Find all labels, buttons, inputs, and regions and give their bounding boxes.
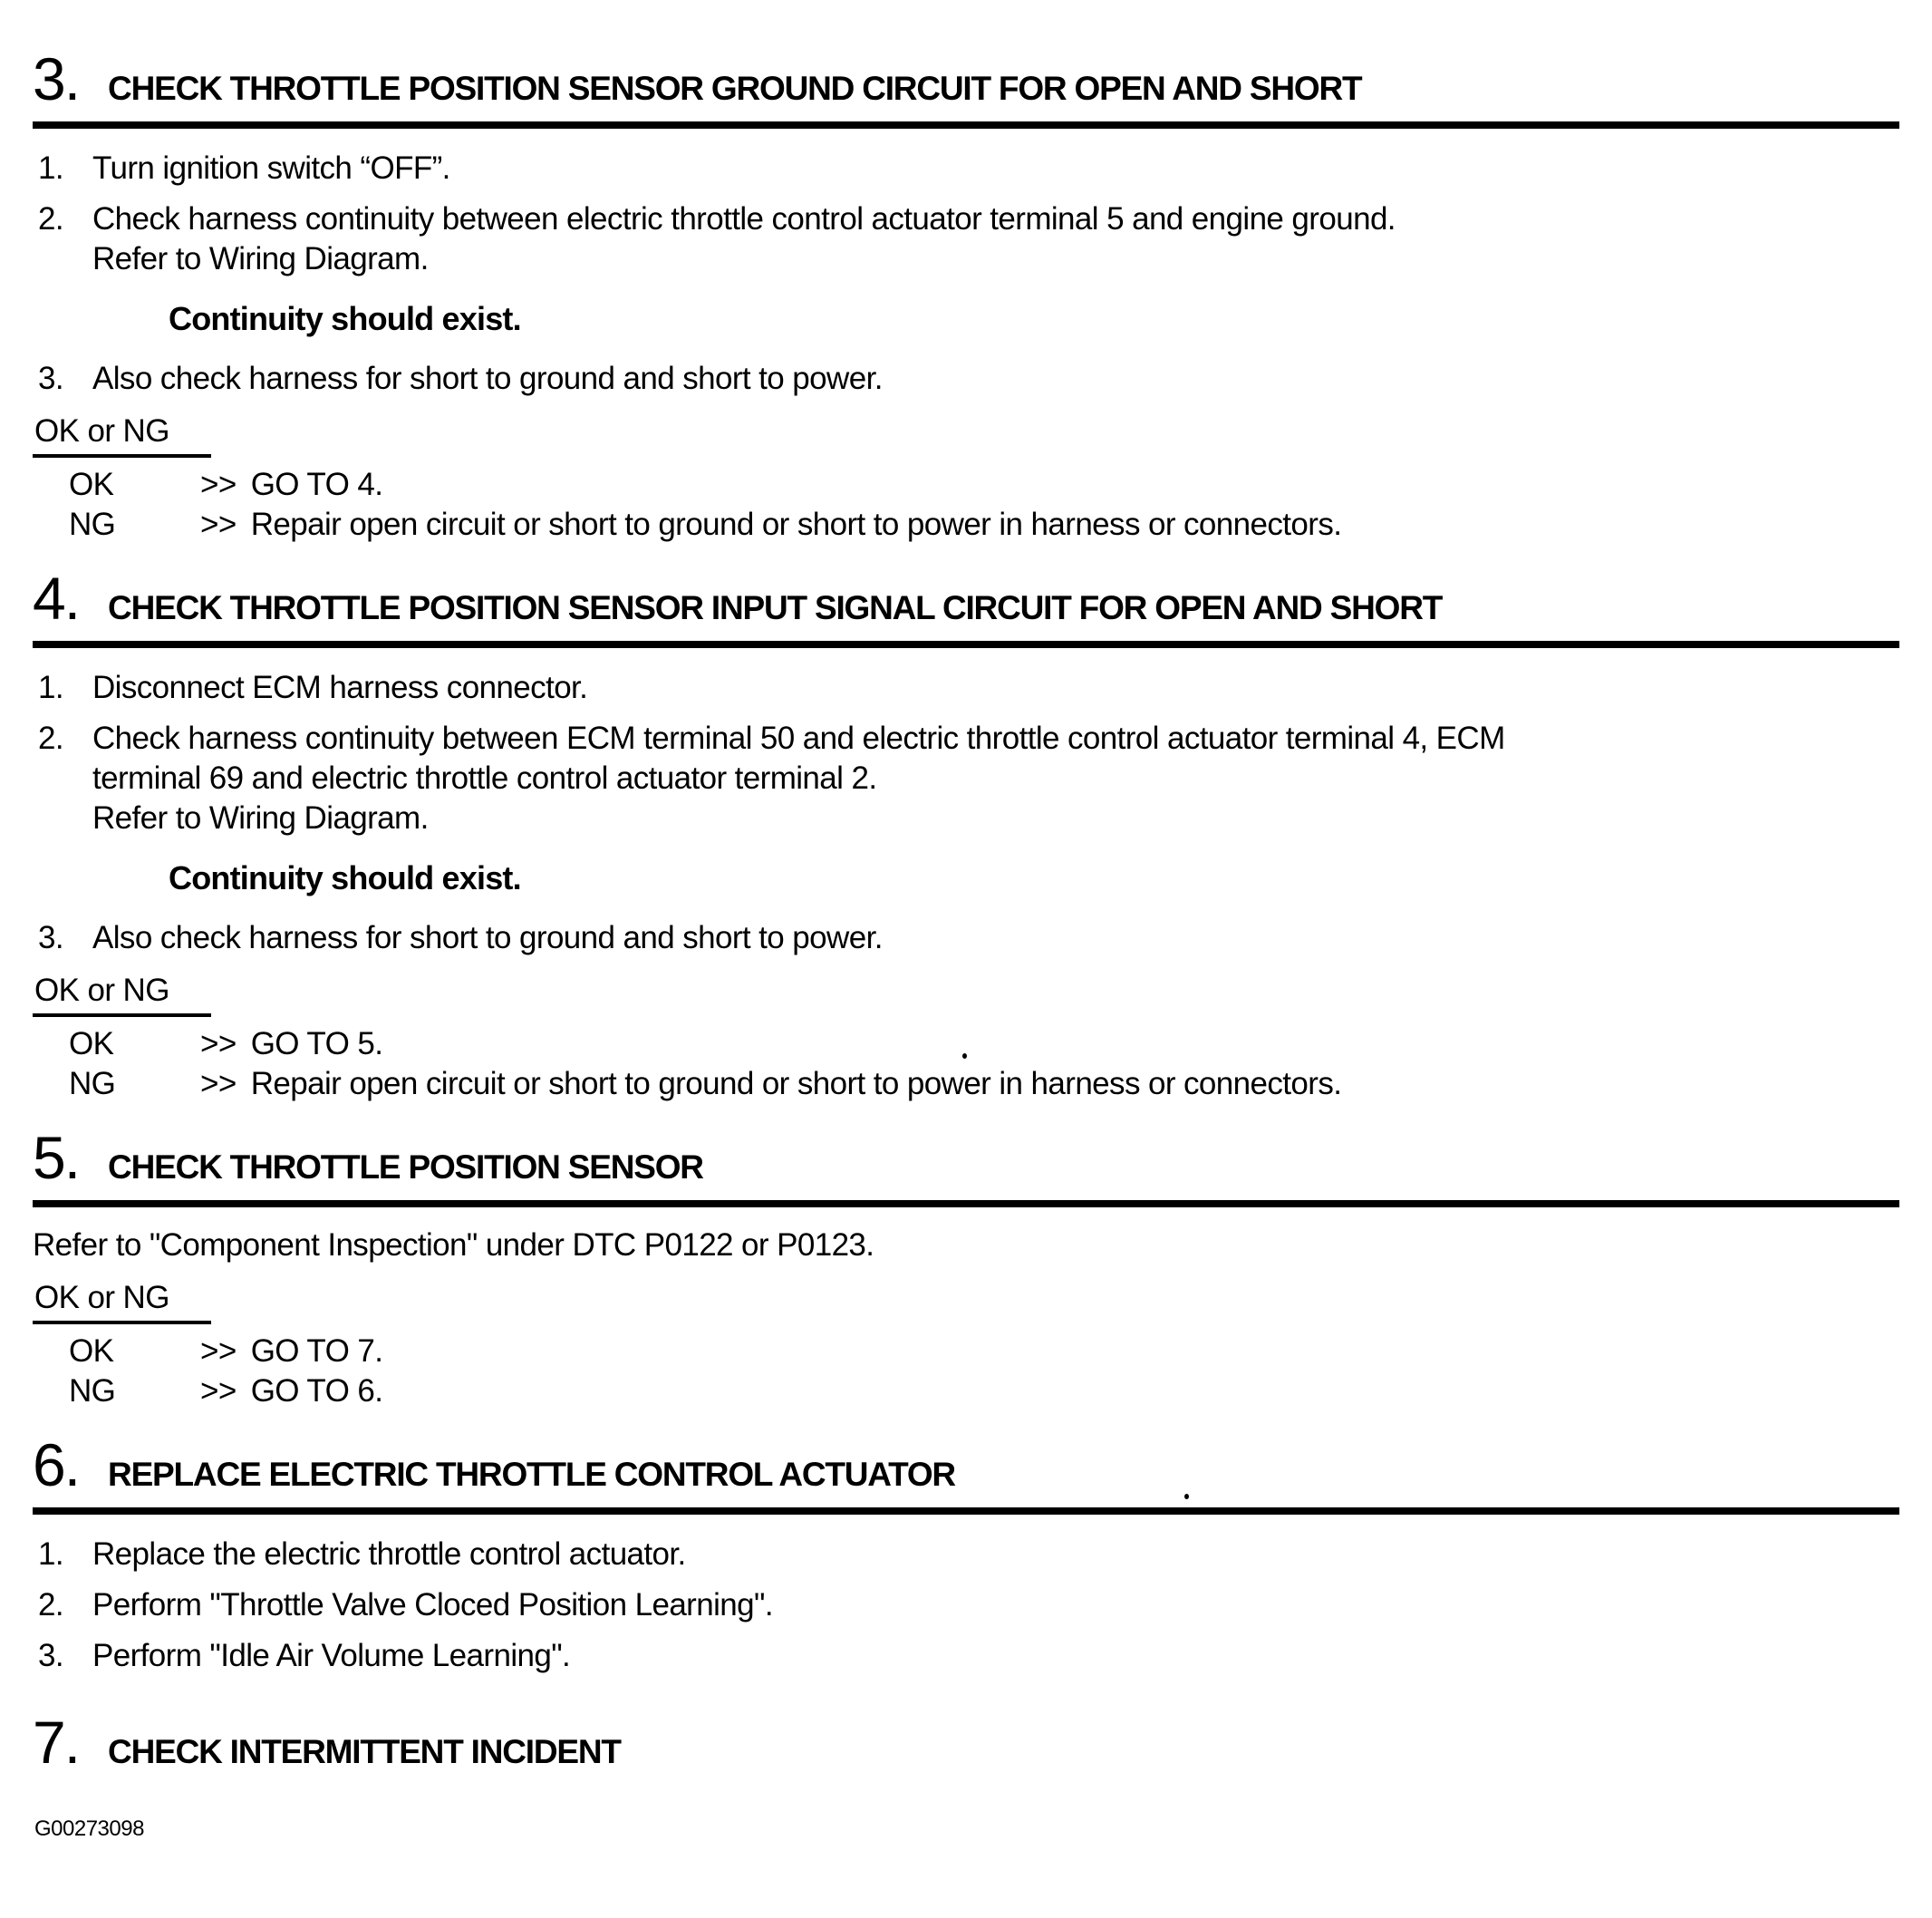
- step-number: 2.: [38, 721, 63, 756]
- section-4: [33, 565, 1899, 1104]
- step-number: 1.: [38, 670, 63, 705]
- step-line: Refer to Wiring Diagram.: [92, 800, 429, 836]
- section-6-heading: [33, 1431, 1899, 1498]
- continuity-note: Continuity should exist.: [169, 300, 521, 337]
- scan-artifact-dot: [1184, 1494, 1189, 1499]
- ok-ng-label: OK or NG: [33, 971, 1899, 1017]
- section-7-heading: [33, 1709, 1899, 1776]
- step-line: terminal 69 and electric throttle control actuator terminal 2.: [92, 760, 877, 796]
- section-number: 7.: [33, 1709, 80, 1776]
- result-label: OK: [69, 1333, 114, 1369]
- result-row: [69, 1024, 1899, 1064]
- result-text: GO TO 7.: [250, 1333, 383, 1369]
- figure-code: G00273098: [34, 1816, 144, 1841]
- heading-rule: [33, 121, 1899, 129]
- step-line: Refer to Wiring Diagram.: [92, 241, 429, 276]
- result-label: NG: [69, 1066, 116, 1101]
- step-item: [33, 719, 1899, 838]
- step-number: 3.: [38, 361, 63, 396]
- step-text: Disconnect ECM harness connector.: [92, 670, 588, 705]
- result-text: Repair open circuit or short to ground or short to power in harness or connectors.: [250, 1066, 1342, 1101]
- step-item: [33, 359, 1899, 399]
- intro-text: Refer to "Component Inspection" under DTC P0122 or P0123.: [33, 1227, 874, 1263]
- step-number: 2.: [38, 1587, 63, 1623]
- result-label: NG: [69, 507, 116, 542]
- result-label: OK: [69, 467, 114, 502]
- step-number: 1.: [38, 150, 63, 186]
- section-title: CHECK THROTTLE POSITION SENSOR GROUND CIRCUIT FOR OPEN AND SHORT: [108, 70, 1362, 107]
- result-text: GO TO 6.: [250, 1373, 383, 1409]
- step-number: 1.: [38, 1536, 63, 1572]
- step-line: Check harness continuity between electric throttle control actuator terminal 5 and engine ground.: [92, 201, 1396, 237]
- step-number: 3.: [38, 920, 63, 955]
- step-number: 2.: [38, 201, 63, 237]
- step-text: Also check harness for short to ground and short to power.: [92, 920, 883, 955]
- heading-rule: [33, 1200, 1899, 1207]
- result-row: [69, 505, 1899, 545]
- section-number: 5.: [33, 1124, 80, 1191]
- section-5-heading: [33, 1124, 1899, 1191]
- step-line: Check harness continuity between ECM terminal 50 and electric throttle control actuator terminal 4, ECM: [92, 721, 1505, 756]
- heading-rule: [33, 641, 1899, 648]
- section-3-heading: [33, 45, 1899, 112]
- section-number: 3.: [33, 45, 80, 112]
- result-row: [69, 465, 1899, 505]
- step-text: Replace the electric throttle control actuator.: [92, 1536, 686, 1572]
- step-item: [33, 1535, 1899, 1574]
- result-arrow: >>: [200, 1373, 237, 1409]
- section-6: [33, 1431, 1899, 1676]
- section-number: 6.: [33, 1431, 80, 1498]
- result-row: [69, 1332, 1899, 1371]
- step-item: [33, 1585, 1899, 1625]
- result-text: GO TO 5.: [250, 1026, 383, 1061]
- section-title: CHECK THROTTLE POSITION SENSOR INPUT SIGNAL CIRCUIT FOR OPEN AND SHORT: [108, 589, 1443, 626]
- step-item: [33, 1636, 1899, 1676]
- step-number: 3.: [38, 1638, 63, 1673]
- result-arrow: >>: [200, 1333, 237, 1369]
- scan-artifact-dot: [962, 1053, 967, 1059]
- result-arrow: >>: [200, 1066, 237, 1101]
- section-3: [33, 45, 1899, 545]
- result-text: GO TO 4.: [250, 467, 383, 502]
- result-arrow: >>: [200, 507, 237, 542]
- step-text: [92, 719, 1899, 838]
- result-row: [69, 1371, 1899, 1411]
- section-title: CHECK INTERMITTENT INCIDENT: [108, 1733, 621, 1770]
- result-label: NG: [69, 1373, 116, 1409]
- step-text: Turn ignition switch “OFF”.: [92, 150, 450, 186]
- step-item: [33, 918, 1899, 958]
- ok-ng-label: OK or NG: [33, 412, 1899, 458]
- result-arrow: >>: [200, 467, 237, 502]
- step-item: [33, 199, 1899, 279]
- step-item: [33, 149, 1899, 189]
- results-block: [33, 1332, 1899, 1411]
- results-block: [33, 1024, 1899, 1104]
- results-block: [33, 465, 1899, 545]
- step-text: Perform "Idle Air Volume Learning".: [92, 1638, 571, 1673]
- section-7: [33, 1709, 1899, 1776]
- result-label: OK: [69, 1026, 114, 1061]
- section-4-heading: [33, 565, 1899, 632]
- result-arrow: >>: [200, 1026, 237, 1061]
- step-text: Perform "Throttle Valve Cloced Position Learning".: [92, 1587, 773, 1623]
- heading-rule: [33, 1507, 1899, 1515]
- result-text: Repair open circuit or short to ground or short to power in harness or connectors.: [250, 507, 1342, 542]
- section-number: 4.: [33, 565, 80, 632]
- step-text: [92, 199, 1899, 279]
- section-5: [33, 1124, 1899, 1411]
- result-row: [69, 1064, 1899, 1104]
- step-item: [33, 668, 1899, 708]
- step-text: Also check harness for short to ground and short to power.: [92, 361, 883, 396]
- ok-ng-label: OK or NG: [33, 1278, 1899, 1324]
- continuity-note: Continuity should exist.: [169, 859, 521, 896]
- section-title: CHECK THROTTLE POSITION SENSOR: [108, 1148, 703, 1186]
- section-title: REPLACE ELECTRIC THROTTLE CONTROL ACTUATOR: [108, 1456, 955, 1493]
